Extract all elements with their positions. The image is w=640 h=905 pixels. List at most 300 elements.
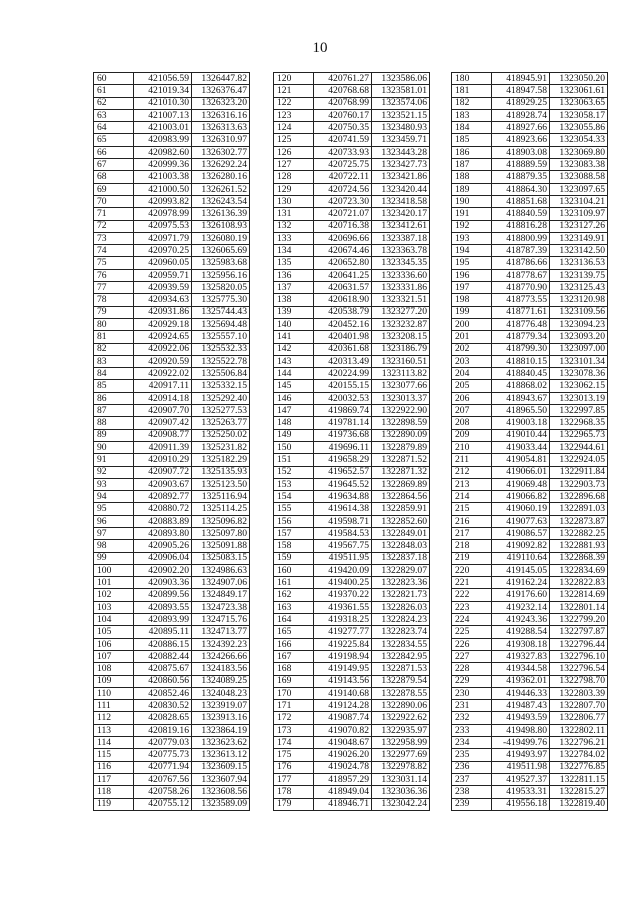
point-number-cell: 145 bbox=[274, 380, 314, 392]
x-coordinate-cell: 420767.56 bbox=[134, 773, 192, 785]
point-number-cell: 218 bbox=[452, 540, 492, 552]
point-number-cell: 195 bbox=[452, 257, 492, 269]
x-coordinate-cell: 419003.18 bbox=[492, 417, 550, 429]
x-coordinate-cell: 420924.65 bbox=[134, 331, 192, 343]
table-row bbox=[94, 183, 250, 195]
x-coordinate-cell: 419400.25 bbox=[314, 577, 372, 589]
table-row bbox=[94, 368, 250, 380]
table-row bbox=[452, 466, 608, 478]
point-number-cell: 82 bbox=[94, 343, 134, 355]
y-coordinate-cell: 1324392.23 bbox=[192, 638, 250, 650]
table-row bbox=[452, 527, 608, 539]
x-coordinate-cell: 420893.99 bbox=[134, 614, 192, 626]
point-number-cell: 127 bbox=[274, 159, 314, 171]
x-coordinate-cell: 420819.16 bbox=[134, 724, 192, 736]
table-row bbox=[274, 208, 430, 220]
x-coordinate-cell: 420830.52 bbox=[134, 700, 192, 712]
table-row bbox=[274, 491, 430, 503]
point-number-cell: 138 bbox=[274, 294, 314, 306]
y-coordinate-cell: 1322869.89 bbox=[372, 478, 430, 490]
x-coordinate-cell: 419087.74 bbox=[314, 712, 372, 724]
x-coordinate-cell: 419143.56 bbox=[314, 675, 372, 687]
table-row bbox=[274, 786, 430, 798]
y-coordinate-cell: 1324907.06 bbox=[192, 577, 250, 589]
table-row bbox=[94, 220, 250, 232]
table-row bbox=[94, 503, 250, 515]
y-coordinate-cell: 1322924.05 bbox=[550, 454, 608, 466]
x-coordinate-cell: 420914.18 bbox=[134, 392, 192, 404]
table-row bbox=[274, 540, 430, 552]
x-coordinate-cell: 419077.63 bbox=[492, 515, 550, 527]
y-coordinate-cell: 1324713.77 bbox=[192, 626, 250, 638]
x-coordinate-cell: 418965.50 bbox=[492, 405, 550, 417]
point-number-cell: 236 bbox=[452, 761, 492, 773]
y-coordinate-cell: 1322823.74 bbox=[372, 626, 430, 638]
y-coordinate-cell: 1326302.77 bbox=[192, 146, 250, 158]
table-row bbox=[452, 355, 608, 367]
y-coordinate-cell: 1323387.18 bbox=[372, 232, 430, 244]
x-coordinate-cell: 419010.44 bbox=[492, 429, 550, 441]
point-number-cell: 100 bbox=[94, 564, 134, 576]
table-row bbox=[452, 159, 608, 171]
y-coordinate-cell: 1323088.58 bbox=[550, 171, 608, 183]
x-coordinate-cell: 419048.67 bbox=[314, 737, 372, 749]
x-coordinate-cell: 420761.27 bbox=[314, 73, 372, 85]
point-number-cell: 149 bbox=[274, 429, 314, 441]
y-coordinate-cell: 1324849.17 bbox=[192, 589, 250, 601]
x-coordinate-cell: 419033.44 bbox=[492, 441, 550, 453]
x-coordinate-cell: 418879.35 bbox=[492, 171, 550, 183]
x-coordinate-cell: 420971.79 bbox=[134, 232, 192, 244]
x-coordinate-cell: 421000.50 bbox=[134, 183, 192, 195]
x-coordinate-cell: 420959.71 bbox=[134, 269, 192, 281]
table-row bbox=[452, 380, 608, 392]
table-row bbox=[452, 737, 608, 749]
y-coordinate-cell: 1323331.86 bbox=[372, 282, 430, 294]
x-coordinate-cell: 419511.95 bbox=[314, 552, 372, 564]
x-coordinate-cell: 420983.99 bbox=[134, 134, 192, 146]
x-coordinate-cell: 419225.84 bbox=[314, 638, 372, 650]
y-coordinate-cell: 1326313.63 bbox=[192, 122, 250, 134]
table-row bbox=[94, 724, 250, 736]
point-number-cell: 107 bbox=[94, 650, 134, 662]
point-number-cell: 125 bbox=[274, 134, 314, 146]
table-row bbox=[94, 318, 250, 330]
point-number-cell: 171 bbox=[274, 700, 314, 712]
table-row bbox=[274, 73, 430, 85]
y-coordinate-cell: 1323094.23 bbox=[550, 318, 608, 330]
table-row bbox=[452, 638, 608, 650]
y-coordinate-cell: 1322834.69 bbox=[550, 564, 608, 576]
x-coordinate-cell: 420929.18 bbox=[134, 318, 192, 330]
x-coordinate-cell: 420828.65 bbox=[134, 712, 192, 724]
point-number-cell: 153 bbox=[274, 478, 314, 490]
y-coordinate-cell: 1322852.60 bbox=[372, 515, 430, 527]
y-coordinate-cell: 1323420.44 bbox=[372, 183, 430, 195]
y-coordinate-cell: 1323608.56 bbox=[192, 786, 250, 798]
point-number-cell: 73 bbox=[94, 232, 134, 244]
table-row bbox=[94, 798, 250, 810]
table-row bbox=[94, 171, 250, 183]
point-number-cell: 135 bbox=[274, 257, 314, 269]
x-coordinate-cell: 419308.18 bbox=[492, 638, 550, 650]
table-row bbox=[452, 195, 608, 207]
point-number-cell: 142 bbox=[274, 343, 314, 355]
table-row bbox=[274, 405, 430, 417]
x-coordinate-cell: 420906.04 bbox=[134, 552, 192, 564]
coordinates-table-middle bbox=[273, 72, 430, 811]
point-number-cell: 161 bbox=[274, 577, 314, 589]
table-row bbox=[94, 552, 250, 564]
y-coordinate-cell: 1324986.63 bbox=[192, 564, 250, 576]
y-coordinate-cell: 1322890.09 bbox=[372, 429, 430, 441]
table-row bbox=[274, 220, 430, 232]
x-coordinate-cell: 419145.05 bbox=[492, 564, 550, 576]
y-coordinate-cell: 1322882.25 bbox=[550, 527, 608, 539]
x-coordinate-cell: 420922.02 bbox=[134, 368, 192, 380]
x-coordinate-cell: 418776.48 bbox=[492, 318, 550, 330]
x-coordinate-cell: 419567.75 bbox=[314, 540, 372, 552]
y-coordinate-cell: 1322891.03 bbox=[550, 503, 608, 515]
table-row bbox=[274, 626, 430, 638]
point-number-cell: 184 bbox=[452, 122, 492, 134]
y-coordinate-cell: 1325114.25 bbox=[192, 503, 250, 515]
x-coordinate-cell: 418779.34 bbox=[492, 331, 550, 343]
point-number-cell: 88 bbox=[94, 417, 134, 429]
y-coordinate-cell: 1326136.39 bbox=[192, 208, 250, 220]
point-number-cell: 81 bbox=[94, 331, 134, 343]
x-coordinate-cell: 419584.53 bbox=[314, 527, 372, 539]
table-row bbox=[274, 183, 430, 195]
point-number-cell: 215 bbox=[452, 503, 492, 515]
table-row bbox=[452, 429, 608, 441]
x-coordinate-cell: 419086.57 bbox=[492, 527, 550, 539]
x-coordinate-cell: 419176.60 bbox=[492, 589, 550, 601]
table-row bbox=[452, 650, 608, 662]
table-row bbox=[274, 564, 430, 576]
table-row bbox=[452, 245, 608, 257]
x-coordinate-cell: 419370.22 bbox=[314, 589, 372, 601]
y-coordinate-cell: 1323120.98 bbox=[550, 294, 608, 306]
point-number-cell: 179 bbox=[274, 798, 314, 810]
point-number-cell: 173 bbox=[274, 724, 314, 736]
y-coordinate-cell: 1322864.56 bbox=[372, 491, 430, 503]
y-coordinate-cell: 1325506.84 bbox=[192, 368, 250, 380]
x-coordinate-cell: 420724.56 bbox=[314, 183, 372, 195]
table-row bbox=[274, 441, 430, 453]
x-coordinate-cell: 420768.99 bbox=[314, 97, 372, 109]
point-number-cell: 77 bbox=[94, 282, 134, 294]
y-coordinate-cell: 1323142.50 bbox=[550, 245, 608, 257]
y-coordinate-cell: 1322799.20 bbox=[550, 614, 608, 626]
table-row bbox=[274, 478, 430, 490]
x-coordinate-cell: 418799.30 bbox=[492, 343, 550, 355]
x-coordinate-cell: 420903.67 bbox=[134, 478, 192, 490]
y-coordinate-cell: 1322834.55 bbox=[372, 638, 430, 650]
y-coordinate-cell: 1325775.30 bbox=[192, 294, 250, 306]
point-number-cell: 164 bbox=[274, 614, 314, 626]
point-number-cell: 63 bbox=[94, 109, 134, 121]
table-row bbox=[94, 441, 250, 453]
table-row bbox=[94, 761, 250, 773]
point-number-cell: 213 bbox=[452, 478, 492, 490]
table-row bbox=[274, 503, 430, 515]
point-number-cell: 123 bbox=[274, 109, 314, 121]
x-coordinate-cell: 420361.68 bbox=[314, 343, 372, 355]
point-number-cell: 189 bbox=[452, 183, 492, 195]
x-coordinate-cell: 418929.25 bbox=[492, 97, 550, 109]
y-coordinate-cell: 1323459.71 bbox=[372, 134, 430, 146]
table-row bbox=[94, 601, 250, 613]
point-number-cell: 130 bbox=[274, 195, 314, 207]
point-number-cell: 186 bbox=[452, 146, 492, 158]
x-coordinate-cell: 419511.98 bbox=[492, 761, 550, 773]
table-row bbox=[94, 527, 250, 539]
y-coordinate-cell: 1322801.14 bbox=[550, 601, 608, 613]
point-number-cell: 170 bbox=[274, 687, 314, 699]
y-coordinate-cell: 1322881.93 bbox=[550, 540, 608, 552]
table-row bbox=[94, 786, 250, 798]
table-row bbox=[274, 134, 430, 146]
table-row bbox=[94, 577, 250, 589]
x-coordinate-cell: 418947.58 bbox=[492, 85, 550, 97]
y-coordinate-cell: 1323321.51 bbox=[372, 294, 430, 306]
y-coordinate-cell: 1322879.89 bbox=[372, 441, 430, 453]
x-coordinate-cell: 419556.18 bbox=[492, 798, 550, 810]
x-coordinate-cell: 419140.68 bbox=[314, 687, 372, 699]
point-number-cell: 147 bbox=[274, 405, 314, 417]
x-coordinate-cell: 418903.08 bbox=[492, 146, 550, 158]
x-coordinate-cell: 420641.25 bbox=[314, 269, 372, 281]
point-number-cell: 216 bbox=[452, 515, 492, 527]
x-coordinate-cell: 421019.34 bbox=[134, 85, 192, 97]
y-coordinate-cell: 1325135.93 bbox=[192, 466, 250, 478]
coordinates-table-right bbox=[451, 72, 608, 811]
y-coordinate-cell: 1322796.21 bbox=[550, 737, 608, 749]
y-coordinate-cell: 1323113.82 bbox=[372, 368, 430, 380]
y-coordinate-cell: 1322849.01 bbox=[372, 527, 430, 539]
x-coordinate-cell: 419869.74 bbox=[314, 405, 372, 417]
table-row bbox=[274, 429, 430, 441]
y-coordinate-cell: 1326108.93 bbox=[192, 220, 250, 232]
table-row bbox=[94, 749, 250, 761]
x-coordinate-cell: 419198.94 bbox=[314, 650, 372, 662]
x-coordinate-cell: 420631.57 bbox=[314, 282, 372, 294]
point-number-cell: 188 bbox=[452, 171, 492, 183]
point-number-cell: 97 bbox=[94, 527, 134, 539]
point-number-cell: 112 bbox=[94, 712, 134, 724]
y-coordinate-cell: 1322903.73 bbox=[550, 478, 608, 490]
table-row bbox=[94, 159, 250, 171]
table-row bbox=[274, 331, 430, 343]
y-coordinate-cell: 1323418.58 bbox=[372, 195, 430, 207]
point-number-cell: 93 bbox=[94, 478, 134, 490]
x-coordinate-cell: 418889.59 bbox=[492, 159, 550, 171]
y-coordinate-cell: 1323058.17 bbox=[550, 109, 608, 121]
y-coordinate-cell: 1325820.05 bbox=[192, 282, 250, 294]
point-number-cell: 109 bbox=[94, 675, 134, 687]
y-coordinate-cell: 1325091.88 bbox=[192, 540, 250, 552]
x-coordinate-cell: 418943.67 bbox=[492, 392, 550, 404]
x-coordinate-cell: 420750.35 bbox=[314, 122, 372, 134]
x-coordinate-cell: 418771.61 bbox=[492, 306, 550, 318]
table-row bbox=[452, 601, 608, 613]
x-coordinate-cell: 420934.63 bbox=[134, 294, 192, 306]
x-coordinate-cell: 418946.71 bbox=[314, 798, 372, 810]
x-coordinate-cell: 420771.94 bbox=[134, 761, 192, 773]
point-number-cell: 162 bbox=[274, 589, 314, 601]
point-number-cell: 85 bbox=[94, 380, 134, 392]
y-coordinate-cell: 1324266.66 bbox=[192, 650, 250, 662]
x-coordinate-cell: 420886.15 bbox=[134, 638, 192, 650]
point-number-cell: 175 bbox=[274, 749, 314, 761]
x-coordinate-cell: 419658.29 bbox=[314, 454, 372, 466]
y-coordinate-cell: 1325263.77 bbox=[192, 417, 250, 429]
x-coordinate-cell: 419092.82 bbox=[492, 540, 550, 552]
table-row bbox=[94, 257, 250, 269]
x-coordinate-cell: 419124.28 bbox=[314, 700, 372, 712]
table-row bbox=[452, 761, 608, 773]
x-coordinate-cell: 418851.68 bbox=[492, 195, 550, 207]
table-row bbox=[274, 282, 430, 294]
point-number-cell: 165 bbox=[274, 626, 314, 638]
table-row bbox=[274, 601, 430, 613]
x-coordinate-cell: 420722.11 bbox=[314, 171, 372, 183]
y-coordinate-cell: 1322935.97 bbox=[372, 724, 430, 736]
point-number-cell: 166 bbox=[274, 638, 314, 650]
table-row bbox=[94, 429, 250, 441]
y-coordinate-cell: 1323063.65 bbox=[550, 97, 608, 109]
x-coordinate-cell: 420155.15 bbox=[314, 380, 372, 392]
table-row bbox=[452, 503, 608, 515]
table-row bbox=[274, 85, 430, 97]
x-coordinate-cell: 420733.93 bbox=[314, 146, 372, 158]
x-coordinate-cell: 420907.72 bbox=[134, 466, 192, 478]
x-coordinate-cell: 419070.82 bbox=[314, 724, 372, 736]
table-row bbox=[452, 700, 608, 712]
table-row bbox=[94, 208, 250, 220]
x-coordinate-cell: 419066.82 bbox=[492, 491, 550, 503]
table-row bbox=[274, 773, 430, 785]
x-coordinate-cell: 420401.98 bbox=[314, 331, 372, 343]
point-number-cell: 230 bbox=[452, 687, 492, 699]
x-coordinate-cell: 418928.74 bbox=[492, 109, 550, 121]
table-row bbox=[452, 663, 608, 675]
y-coordinate-cell: 1323913.16 bbox=[192, 712, 250, 724]
x-coordinate-cell: 420716.38 bbox=[314, 220, 372, 232]
x-coordinate-cell: 420723.30 bbox=[314, 195, 372, 207]
x-coordinate-cell: 420674.46 bbox=[314, 245, 372, 257]
y-coordinate-cell: 1323613.12 bbox=[192, 749, 250, 761]
x-coordinate-cell: 419634.88 bbox=[314, 491, 372, 503]
point-number-cell: 225 bbox=[452, 626, 492, 638]
point-number-cell: 91 bbox=[94, 454, 134, 466]
point-number-cell: 114 bbox=[94, 737, 134, 749]
table-row bbox=[94, 540, 250, 552]
x-coordinate-cell: 421056.59 bbox=[134, 73, 192, 85]
point-number-cell: 232 bbox=[452, 712, 492, 724]
point-number-cell: 190 bbox=[452, 195, 492, 207]
point-number-cell: 96 bbox=[94, 515, 134, 527]
point-number-cell: 180 bbox=[452, 73, 492, 85]
y-coordinate-cell: 1326243.54 bbox=[192, 195, 250, 207]
y-coordinate-cell: 1325983.68 bbox=[192, 257, 250, 269]
x-coordinate-cell: 421007.13 bbox=[134, 109, 192, 121]
y-coordinate-cell: 1325557.10 bbox=[192, 331, 250, 343]
table-row bbox=[274, 146, 430, 158]
table-row bbox=[452, 134, 608, 146]
point-number-cell: 172 bbox=[274, 712, 314, 724]
y-coordinate-cell: 1326323.20 bbox=[192, 97, 250, 109]
y-coordinate-cell: 1323078.36 bbox=[550, 368, 608, 380]
x-coordinate-cell: 418770.90 bbox=[492, 282, 550, 294]
table-row bbox=[452, 773, 608, 785]
y-coordinate-cell: 1323586.06 bbox=[372, 73, 430, 85]
y-coordinate-cell: 1323104.21 bbox=[550, 195, 608, 207]
table-row bbox=[452, 540, 608, 552]
y-coordinate-cell: 1325292.40 bbox=[192, 392, 250, 404]
x-coordinate-cell: 420999.36 bbox=[134, 159, 192, 171]
point-number-cell: 211 bbox=[452, 454, 492, 466]
y-coordinate-cell: 1323864.19 bbox=[192, 724, 250, 736]
x-coordinate-cell: 419645.52 bbox=[314, 478, 372, 490]
point-number-cell: 214 bbox=[452, 491, 492, 503]
y-coordinate-cell: 1322898.59 bbox=[372, 417, 430, 429]
table-row bbox=[94, 134, 250, 146]
table-row bbox=[94, 269, 250, 281]
y-coordinate-cell: 1325250.02 bbox=[192, 429, 250, 441]
y-coordinate-cell: 1322824.23 bbox=[372, 614, 430, 626]
point-number-cell: 174 bbox=[274, 737, 314, 749]
point-number-cell: 61 bbox=[94, 85, 134, 97]
x-coordinate-cell: 420920.59 bbox=[134, 355, 192, 367]
y-coordinate-cell: 1325332.15 bbox=[192, 380, 250, 392]
x-coordinate-cell: 420993.82 bbox=[134, 195, 192, 207]
x-coordinate-cell: 420893.55 bbox=[134, 601, 192, 613]
x-coordinate-cell: 420978.99 bbox=[134, 208, 192, 220]
table-row bbox=[274, 589, 430, 601]
table-row bbox=[452, 749, 608, 761]
table-row bbox=[274, 417, 430, 429]
y-coordinate-cell: 1323125.43 bbox=[550, 282, 608, 294]
table-row bbox=[94, 97, 250, 109]
table-row bbox=[274, 527, 430, 539]
table-row bbox=[94, 232, 250, 244]
point-number-cell: 133 bbox=[274, 232, 314, 244]
point-number-cell: 226 bbox=[452, 638, 492, 650]
x-coordinate-cell: 420907.70 bbox=[134, 405, 192, 417]
y-coordinate-cell: 1323136.53 bbox=[550, 257, 608, 269]
table-row bbox=[274, 294, 430, 306]
point-number-cell: 132 bbox=[274, 220, 314, 232]
x-coordinate-cell: 419060.19 bbox=[492, 503, 550, 515]
x-coordinate-cell: 418778.67 bbox=[492, 269, 550, 281]
table-row bbox=[94, 687, 250, 699]
x-coordinate-cell: 418945.91 bbox=[492, 73, 550, 85]
point-number-cell: 122 bbox=[274, 97, 314, 109]
table-row bbox=[274, 368, 430, 380]
table-row bbox=[94, 245, 250, 257]
point-number-cell: 233 bbox=[452, 724, 492, 736]
y-coordinate-cell: 1323363.78 bbox=[372, 245, 430, 257]
y-coordinate-cell: 1323109.97 bbox=[550, 208, 608, 220]
point-number-cell: 120 bbox=[274, 73, 314, 85]
point-number-cell: 128 bbox=[274, 171, 314, 183]
table-row bbox=[452, 724, 608, 736]
x-coordinate-cell: 419614.38 bbox=[314, 503, 372, 515]
y-coordinate-cell: 1323589.09 bbox=[192, 798, 250, 810]
x-coordinate-cell: 418800.99 bbox=[492, 232, 550, 244]
